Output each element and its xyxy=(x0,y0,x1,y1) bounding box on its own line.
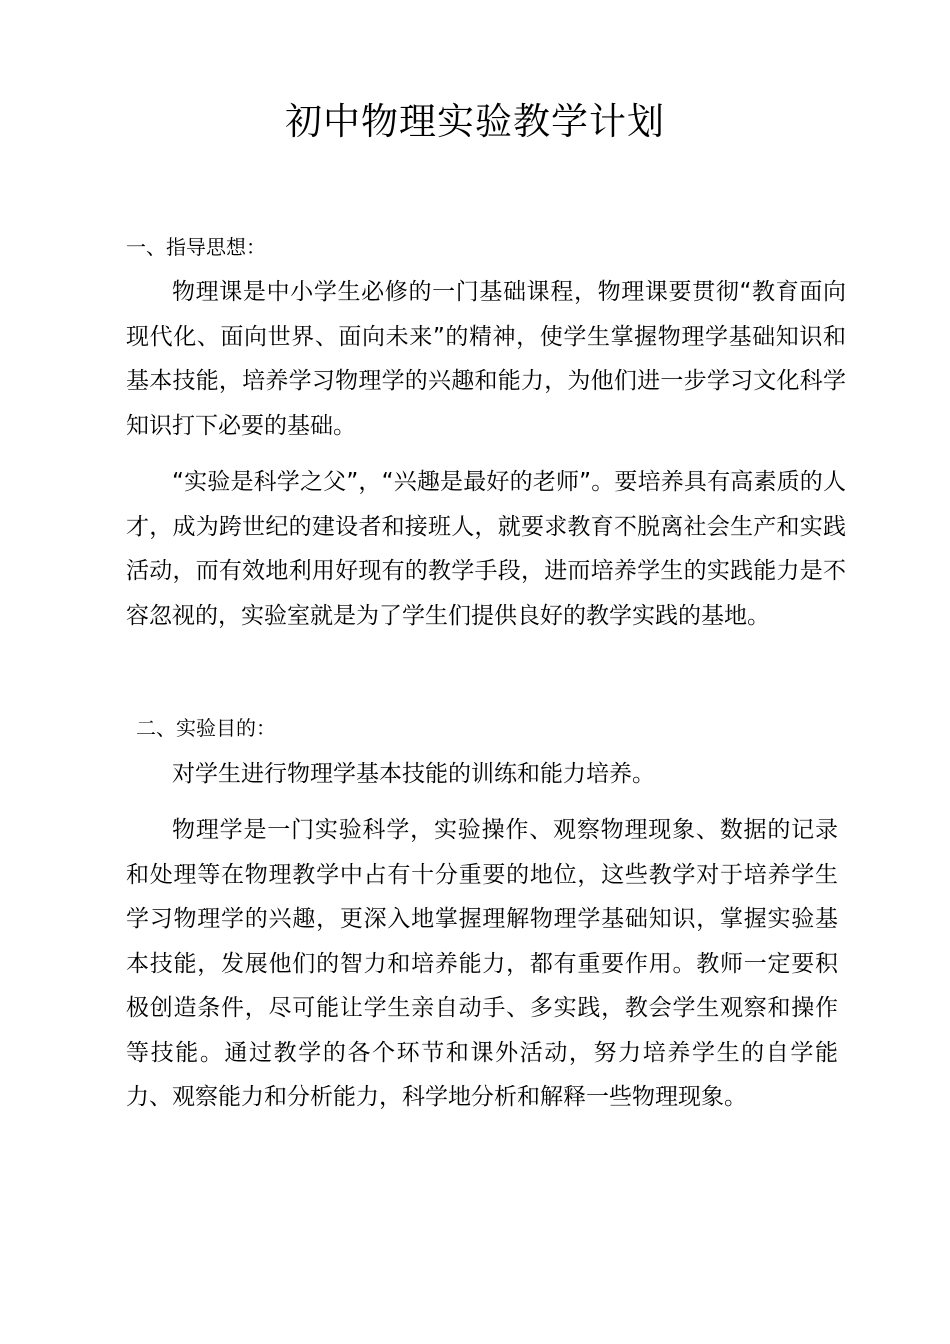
section-heading-guiding-ideology: 一、指导思想： xyxy=(126,235,266,259)
paragraph-guiding-1: 物理课是中小学生必修的一门基础课程，物理课要贯彻“教育面向现代化、面向世界、面向未来”的精神，使学生掌握物理学基础知识和基本技能，培养学习物理学的兴趣和能力，为他们进一步学习文化科学知识打下必要的基础。 xyxy=(126,279,846,439)
paragraph-guiding-2: “实验是科学之父”，“兴趣是最好的老师”。要培养具有高素质的人才，成为跨世纪的建设者和接班人，就要求教育不脱离社会生产和实践活动，而有效地利用好现有的教学手段，进而培养学生的实践能力是不容忽视的，实验室就是为了学生们提供良好的教学实践的基地。 xyxy=(126,469,846,629)
document-title: 初中物理实验教学计划 xyxy=(285,100,665,143)
paragraph-purpose-2: 物理学是一门实验科学，实验操作、观察物理现象、数据的记录和处理等在物理教学中占有十分重要的地位，这些教学对于培养学生学习物理学的兴趣，更深入地掌握理解物理学基础知识，掌握实验基本技能，发展他们的智力和培养能力，都有重要作用。教师一定要积极创造条件，尽可能让学生亲自动手、多实践，教会学生观察和操作等技能。通过教学的各个环节和课外活动，努力培养学生的自学能力、观察能力和分析能力，科学地分析和解释一些物理现象。 xyxy=(126,817,838,1110)
section-heading-experiment-purpose: 二、实验目的： xyxy=(136,716,276,740)
paragraph-purpose-1: 对学生进行物理学基本技能的训练和能力培养。 xyxy=(172,761,655,787)
